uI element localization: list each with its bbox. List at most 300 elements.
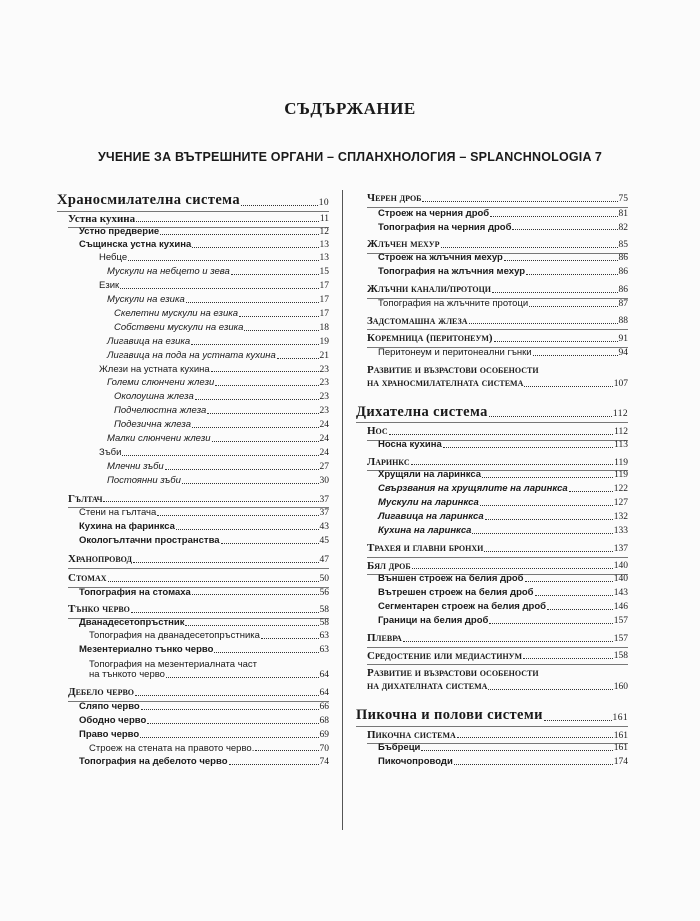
page-number: 160 — [613, 682, 628, 693]
toc-entry-left-13[interactable] — [107, 378, 329, 389]
toc-entry-label: Коремница (перитонеум) — [367, 332, 493, 345]
leader-dots — [529, 306, 617, 307]
toc-entry-right-0[interactable] — [367, 192, 628, 205]
page-number: 37 — [319, 494, 329, 505]
toc-entry-label: Лигавица на ларинкса — [378, 511, 484, 523]
toc-entry-left-14[interactable] — [114, 392, 329, 403]
toc-entry-left-8[interactable] — [114, 309, 329, 320]
leader-dots — [214, 652, 318, 653]
toc-entry-label: Право черво — [79, 728, 140, 740]
toc-entry-left-6[interactable] — [99, 281, 329, 292]
leader-dots — [192, 247, 318, 248]
toc-entry-label: Мускули на ларинкса — [378, 497, 479, 509]
toc-entry-right-8[interactable] — [367, 315, 628, 328]
page-number: 86 — [618, 267, 628, 278]
page-number: 146 — [613, 602, 628, 613]
leader-dots — [421, 750, 612, 751]
page-number: 11 — [319, 214, 329, 225]
toc-entry-label: Вътрешен строеж на белия дроб — [378, 587, 534, 599]
toc-entry-label: Големи слюнчени жлези — [107, 377, 215, 389]
toc-entry-label-cont: на дихателната система — [367, 680, 488, 693]
leader-dots — [221, 543, 319, 544]
page-number: 161 — [613, 730, 628, 741]
toc-entry-label: Перитонеум и перитонеални гънки — [378, 346, 532, 358]
leader-dots — [215, 385, 318, 386]
leader-dots — [504, 260, 618, 261]
page-number: 37 — [319, 508, 329, 519]
toc-entry-right-18[interactable] — [378, 498, 628, 509]
leader-dots — [569, 491, 613, 492]
page-number: 17 — [319, 281, 329, 291]
leader-dots — [454, 764, 613, 765]
toc-entry-left-19[interactable] — [107, 462, 329, 473]
leader-dots — [136, 221, 319, 222]
toc-entry-right-33[interactable] — [378, 757, 628, 768]
toc-entry-label: Собствени мускули на езика — [114, 321, 244, 333]
toc-entry-right-23[interactable] — [378, 574, 628, 585]
leader-dots — [157, 515, 318, 516]
leader-dots — [231, 274, 319, 275]
toc-entry-label: Дебело черво — [68, 686, 135, 699]
leader-dots — [229, 764, 319, 765]
toc-entry-right-27[interactable] — [367, 632, 628, 645]
page-title: СЪДЪРЖАНИЕ — [284, 99, 416, 118]
toc-entry-label: Скелетни мускули на езика — [114, 307, 239, 319]
toc-entry-label: Околоушна жлеза — [114, 391, 194, 403]
toc-entry-label: Мезентериално тънко черво — [79, 643, 214, 655]
toc-entry-left-4[interactable] — [99, 253, 329, 264]
leader-dots — [192, 427, 318, 428]
leader-dots — [472, 533, 612, 534]
leader-dots — [489, 416, 612, 417]
leader-dots — [128, 260, 318, 261]
toc-entry-right-3[interactable] — [367, 238, 628, 251]
toc-entry-right-2[interactable] — [378, 223, 628, 234]
leader-dots — [103, 501, 318, 502]
toc-entry-label: Ободно черво — [79, 714, 147, 726]
toc-entry-label: Кухина на фаринкса — [79, 521, 175, 533]
toc-entry-label: Устно предверие — [79, 226, 160, 238]
toc-entry-label: Задстомашна жлеза — [367, 314, 468, 327]
page-number: 23 — [319, 392, 329, 403]
page-number: 87 — [618, 298, 628, 309]
page-number: 81 — [618, 208, 628, 219]
leader-dots — [457, 737, 613, 738]
toc-entry-label: Кухина на ларинкса — [378, 525, 472, 537]
toc-entry-label: Пикочопроводи — [378, 756, 453, 768]
toc-entry-left-30[interactable] — [89, 631, 329, 642]
toc-entry-label: Сляпо черво — [79, 700, 140, 712]
page-number: 94 — [618, 347, 628, 358]
leader-dots — [535, 595, 613, 596]
toc-entry-label: Топография на черния дроб — [378, 221, 512, 233]
page-number: 50 — [319, 573, 329, 584]
toc-entry-label-cont: на храносмилателната система — [367, 376, 524, 389]
leader-dots — [195, 399, 319, 400]
toc-entry-label: Дихателна система — [356, 403, 488, 420]
toc-entry-right-30[interactable] — [356, 707, 628, 724]
toc-entry-label: Лигавица на езика — [107, 335, 191, 347]
toc-entry-label: Подезична жлеза — [114, 419, 192, 431]
page-number: 18 — [319, 322, 329, 333]
page-number: 91 — [618, 333, 628, 344]
page-number: 17 — [319, 308, 329, 319]
toc-entry-right-20[interactable] — [378, 526, 628, 537]
leader-dots — [261, 638, 319, 639]
toc-entry-label: Малки слюнчени жлези — [107, 433, 211, 445]
toc-entry-label: Плевра — [367, 632, 402, 645]
leader-dots — [488, 689, 612, 690]
page-number: 157 — [613, 616, 628, 627]
leader-dots — [160, 234, 318, 235]
toc-entry-right-1[interactable] — [378, 209, 628, 220]
toc-entry-left-20[interactable] — [107, 476, 329, 487]
leader-dots — [422, 201, 617, 202]
leader-dots — [120, 288, 318, 289]
leader-dots — [186, 302, 319, 303]
toc-entry-left-33[interactable] — [68, 686, 329, 699]
page-number: 127 — [613, 498, 628, 509]
toc-column-right — [356, 192, 628, 768]
toc-entry-label: Трахея и главни бронхи — [367, 542, 484, 555]
page-number: 86 — [618, 253, 628, 264]
page-number: 143 — [613, 588, 628, 599]
leader-dots — [255, 750, 318, 751]
page-number: 64 — [319, 687, 329, 698]
leader-dots — [523, 658, 613, 659]
toc-entry-label: Черен дроб — [367, 192, 422, 204]
toc-entry-left-18[interactable] — [99, 448, 329, 459]
toc-entry-label: Стомах — [68, 571, 107, 584]
leader-dots — [182, 483, 319, 484]
toc-entry-left-17[interactable] — [107, 434, 329, 445]
leader-dots — [165, 469, 319, 470]
toc-entry-right-9[interactable] — [367, 332, 628, 345]
page-number: 161 — [612, 712, 628, 723]
toc-entry-label: Лигавица на пода на устната кухина — [107, 349, 276, 361]
toc-column-left — [57, 192, 329, 768]
leader-dots — [277, 358, 319, 359]
toc-entry-label: Топография на жлъчните протоци — [378, 297, 529, 309]
page-number: 56 — [319, 587, 329, 598]
toc-entry-right-7[interactable] — [378, 299, 628, 310]
page-number: 13 — [319, 240, 329, 251]
toc-entry-label: Строеж на жлъчния мехур — [378, 252, 503, 264]
leader-dots — [140, 737, 318, 738]
page-number: 58 — [319, 605, 329, 616]
leader-dots — [241, 205, 318, 206]
toc-entry-label: Млечни зъби — [107, 460, 164, 472]
toc-entry-label: Строеж на стената на правото черво. — [89, 742, 255, 754]
toc-entry-right-26[interactable] — [378, 616, 628, 627]
toc-entry-left-23[interactable] — [79, 522, 329, 533]
toc-entry-label: Граници на белия дроб — [378, 615, 489, 627]
page-number: 17 — [319, 294, 329, 305]
page-number: 133 — [613, 526, 628, 537]
page-number: 75 — [618, 193, 628, 204]
leader-dots — [244, 330, 318, 331]
toc-entry-label: Окологълтачни пространства — [79, 535, 220, 547]
leader-dots — [443, 447, 613, 448]
toc-entry-label: Храносмилателна система — [57, 192, 241, 208]
toc-entry-label: Тънко черво — [68, 603, 130, 616]
toc-entry-left-35[interactable] — [79, 716, 329, 727]
toc-entry-right-6[interactable] — [367, 283, 628, 296]
toc-entry-left-12[interactable] — [99, 365, 329, 376]
toc-entry-label: Гълтач — [68, 492, 103, 505]
leader-dots — [403, 641, 613, 642]
toc-entry-left-26[interactable] — [68, 572, 329, 585]
page-number: 58 — [319, 618, 329, 629]
toc-entry-right-12[interactable] — [356, 404, 628, 421]
leader-dots — [147, 723, 318, 724]
leader-dots — [441, 247, 618, 248]
toc-entry-right-16[interactable] — [378, 470, 628, 481]
leader-dots — [389, 434, 613, 435]
page-number: 140 — [613, 574, 628, 585]
toc-entry-left-25[interactable] — [68, 553, 329, 566]
toc-entry-left-32[interactable] — [89, 659, 329, 681]
leader-dots — [485, 519, 613, 520]
toc-entry-label: Топография на жлъчния мехур — [378, 266, 526, 278]
page-number: 43 — [319, 522, 329, 533]
leader-dots — [185, 625, 318, 626]
toc-entry-right-11[interactable] — [367, 364, 628, 390]
toc-entry-left-29[interactable] — [79, 618, 329, 629]
page-number: 64 — [319, 670, 329, 681]
toc-entry-label: Хрущяли на ларинкса — [378, 469, 482, 481]
toc-entry-right-10[interactable] — [378, 348, 628, 359]
toc-entry-label: Ларинкс — [367, 455, 410, 468]
page-number: 107 — [613, 378, 628, 389]
toc-entry-left-31[interactable] — [79, 645, 329, 656]
toc-entry-left-9[interactable] — [114, 323, 329, 334]
toc-entry-label: Пикочна система — [367, 728, 456, 741]
toc-entry-label: Строеж на черния дроб — [378, 207, 490, 219]
toc-entry-label: Топография на дванадесетопръстника — [89, 630, 260, 641]
toc-entry-left-11[interactable] — [107, 351, 329, 362]
leader-dots — [525, 581, 613, 582]
leader-dots — [176, 529, 319, 530]
toc-entry-left-22[interactable] — [79, 508, 329, 519]
page-number: 113 — [614, 439, 628, 450]
toc-entry-left-24[interactable] — [79, 536, 329, 547]
toc-entry-label: Стени на гълтача — [79, 507, 157, 519]
page-number: 161 — [613, 743, 628, 754]
leader-dots — [492, 292, 617, 293]
toc-entry-label: Сегментарен строеж на белия дроб — [378, 601, 546, 613]
page-number: 88 — [618, 316, 628, 327]
page-number: 74 — [319, 757, 329, 768]
toc-entry-left-36[interactable] — [79, 730, 329, 741]
toc-entry-label: Топография на мезентериалната част — [89, 658, 258, 670]
toc-entry-right-5[interactable] — [378, 267, 628, 278]
toc-entry-left-2[interactable] — [79, 227, 329, 238]
leader-dots — [533, 355, 618, 356]
page-number: 23 — [319, 406, 329, 417]
page-number: 137 — [613, 543, 628, 554]
toc-entry-label: Носна кухина — [378, 438, 442, 450]
page-number: 174 — [613, 757, 628, 768]
toc-entry-right-13[interactable] — [367, 425, 628, 438]
toc-entry-label: Външен строеж на белия дроб — [378, 573, 524, 585]
page-number: 157 — [613, 633, 628, 644]
leader-dots — [207, 413, 318, 414]
toc-entry-right-25[interactable] — [378, 602, 628, 613]
leader-dots — [108, 581, 319, 582]
page-number: 45 — [319, 536, 329, 547]
toc-entry-label: Подчелюстна жлеза — [114, 405, 207, 417]
leader-dots — [526, 274, 617, 275]
toc-entry-left-3[interactable] — [79, 240, 329, 251]
toc-entry-right-32[interactable] — [378, 743, 628, 754]
toc-entry-left-27[interactable] — [79, 588, 329, 599]
page-number: 24 — [319, 434, 329, 445]
toc-entry-right-28[interactable] — [367, 650, 628, 663]
toc-entry-right-31[interactable] — [367, 729, 628, 742]
toc-entry-label: Постоянни зъби — [107, 474, 181, 486]
leader-dots — [131, 612, 319, 613]
toc-entry-left-15[interactable] — [114, 406, 329, 417]
toc-entry-left-38[interactable] — [79, 757, 329, 768]
page-number: 19 — [319, 336, 329, 347]
leader-dots — [494, 341, 618, 342]
page-number: 10 — [318, 197, 329, 208]
leader-dots — [191, 344, 318, 345]
toc-entry-label: Нос — [367, 425, 388, 438]
page-number: 112 — [614, 426, 628, 437]
toc-entry-label: Средостение или медиастинум — [367, 649, 523, 662]
leader-dots — [512, 229, 617, 230]
toc-entry-label: Топография на стомаха — [79, 586, 191, 598]
toc-entry-label: Жлези на устната кухина — [99, 363, 210, 375]
leader-dots — [135, 695, 318, 696]
page-number: 63 — [319, 644, 329, 655]
toc-entry-label: Език — [99, 280, 120, 291]
toc-entry-right-29[interactable] — [367, 667, 628, 693]
page-number: 27 — [319, 461, 329, 472]
toc-entry-label: Свързвания на хрущялите на ларинкса — [378, 483, 568, 495]
page-number: 119 — [614, 470, 628, 481]
toc-entry-label: Небце — [99, 252, 128, 264]
toc-entry-right-17[interactable] — [378, 484, 628, 495]
leader-dots — [141, 709, 319, 710]
toc-entry-label-cont: на тънкото черво — [89, 669, 165, 681]
chapter-heading: УЧЕНИЕ ЗА ВЪТРЕШНИТЕ ОРГАНИ – СПЛАНХНОЛОГИЯ – SPLANCHNOLOGIA 7 — [97, 150, 603, 164]
toc-entry-label: Бял дроб — [367, 559, 411, 572]
page-number: 68 — [319, 715, 329, 726]
leader-dots — [544, 720, 612, 721]
page-number: 23 — [319, 364, 329, 375]
page-number: 70 — [319, 743, 329, 754]
page-number: 122 — [613, 484, 628, 495]
toc-entry-label: Зъби — [99, 447, 122, 459]
leader-dots — [239, 316, 318, 317]
page-number: 158 — [613, 651, 628, 662]
toc-entry-label: Жлъчен мехур — [367, 238, 440, 251]
leader-dots — [412, 568, 613, 569]
leader-dots — [192, 594, 319, 595]
toc-entry-right-4[interactable] — [378, 253, 628, 264]
page-number: 86 — [618, 284, 628, 295]
page-number: 132 — [613, 512, 628, 523]
page-number: 13 — [319, 253, 329, 264]
leader-dots — [524, 386, 612, 387]
toc-entry-right-24[interactable] — [378, 588, 628, 599]
page-number: 119 — [614, 457, 628, 468]
toc-entry-left-28[interactable] — [68, 603, 329, 616]
toc-entry-left-21[interactable] — [68, 493, 329, 506]
toc-entry-label: Развитие и възрастови особености — [367, 363, 539, 376]
toc-entry-label: Развитие и възрастови особености — [367, 667, 539, 680]
leader-dots — [480, 505, 613, 506]
toc-entry-label: Пикочна и полови системи — [356, 707, 543, 724]
page-number: 69 — [319, 729, 329, 740]
leader-dots — [211, 371, 319, 372]
page-number: 23 — [319, 378, 329, 389]
toc-entry-right-21[interactable] — [367, 542, 628, 555]
page-number: 47 — [319, 554, 329, 565]
toc-entry-label: Същинска устна кухина — [79, 239, 192, 251]
toc-entry-left-37[interactable] — [89, 744, 329, 755]
page-number: 112 — [612, 409, 628, 420]
toc-entry-left-5[interactable] — [107, 267, 329, 278]
toc-entry-left-34[interactable] — [79, 702, 329, 713]
toc-entry-left-0[interactable] — [57, 192, 329, 209]
page-number: 30 — [319, 475, 329, 486]
toc-entry-left-10[interactable] — [107, 337, 329, 348]
toc-entry-left-7[interactable] — [107, 295, 329, 306]
toc-entry-right-22[interactable] — [367, 560, 628, 573]
toc-entry-label: Дванадесетопръстник — [79, 617, 185, 629]
toc-entry-label: Мускули на небцето и зева — [107, 266, 230, 278]
leader-dots — [489, 623, 612, 624]
column-divider — [342, 190, 343, 830]
page-number: 66 — [319, 701, 329, 712]
toc-entry-right-15[interactable] — [367, 456, 628, 469]
page-number: 140 — [613, 561, 628, 572]
leader-dots — [212, 441, 319, 442]
toc-entry-right-19[interactable] — [378, 512, 628, 523]
page-number: 24 — [319, 420, 329, 431]
toc-entry-label: Жлъчни канали/протоци — [367, 282, 492, 295]
toc-entry-label: Хранопровод — [68, 553, 132, 566]
leader-dots — [490, 216, 617, 217]
leader-dots — [469, 323, 618, 324]
leader-dots — [547, 609, 613, 610]
toc-entry-left-1[interactable] — [68, 213, 329, 226]
leader-dots — [166, 677, 319, 678]
toc-entry-label: Топография на дебелото черво — [79, 756, 228, 768]
leader-dots — [411, 464, 613, 465]
page-number: 15 — [319, 267, 329, 278]
toc-entry-label: Мускули на езика — [107, 293, 185, 305]
leader-dots — [122, 455, 318, 456]
leader-dots — [133, 562, 319, 563]
toc-entry-left-16[interactable] — [114, 420, 329, 431]
leader-dots — [482, 477, 613, 478]
page-number: 85 — [618, 240, 628, 251]
page-number: 24 — [319, 448, 329, 459]
toc-entry-right-14[interactable] — [378, 440, 628, 451]
leader-dots — [484, 551, 612, 552]
toc-entry-label: Бъбреци — [378, 742, 421, 754]
page-number: 21 — [319, 350, 329, 361]
page-number: 82 — [618, 222, 628, 233]
toc-entry-label: Устна кухина — [68, 212, 136, 225]
page-number: 63 — [319, 631, 329, 641]
page-number: 12 — [319, 227, 329, 238]
